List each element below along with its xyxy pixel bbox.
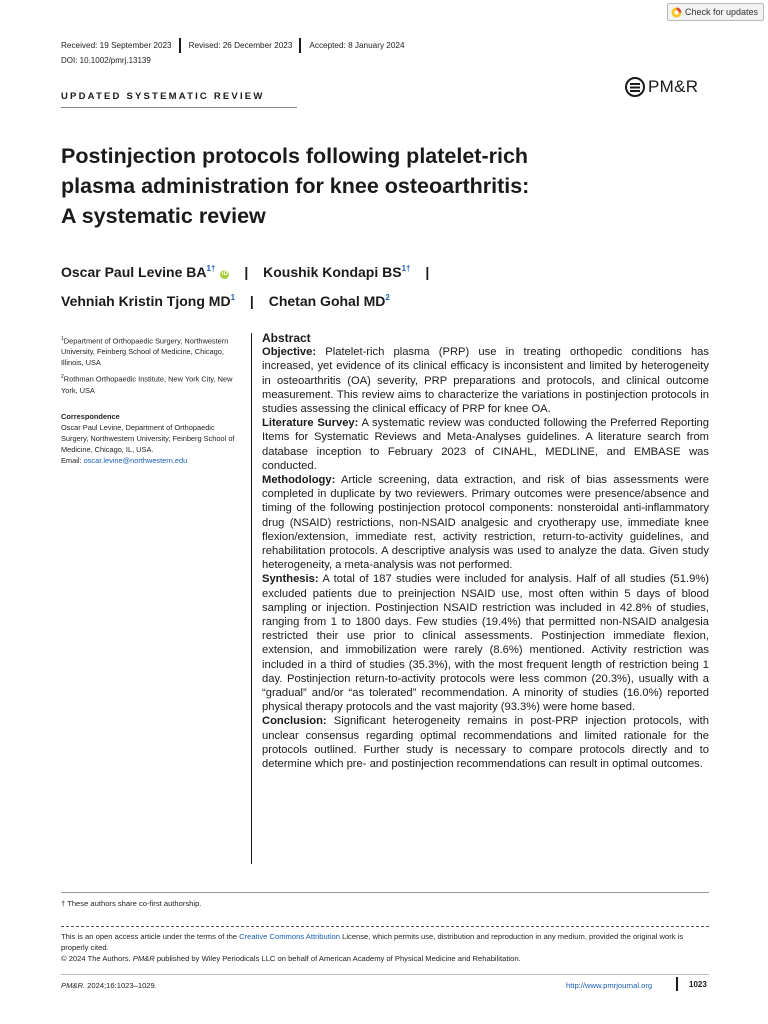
check-for-updates-label: Check for updates <box>684 7 758 17</box>
page-number: 1023 <box>689 980 707 989</box>
footer-rule <box>61 974 709 975</box>
footnote-rule <box>61 892 709 893</box>
author-name: Oscar Paul Levine BA <box>61 264 207 280</box>
correspondence <box>61 411 241 466</box>
category-rule <box>61 107 297 108</box>
page-number-divider <box>676 977 678 991</box>
orcid-icon[interactable]: iD <box>221 271 228 277</box>
author-name: Koushik Kondapi BS <box>263 264 402 280</box>
affiliation-item: $^1$Department of Orthopaedic Surgery, Northwestern University, Feinberg School of Medicine, Chicago, Illinois, USA <box>61 336 229 368</box>
article-category: UPDATED SYSTEMATIC REVIEW <box>61 91 265 102</box>
received-date: Received: 19 September 2023 <box>61 41 172 50</box>
author-affiliation-mark: 2 <box>385 293 390 302</box>
title-line: A systematic review <box>61 204 266 228</box>
copyright-line: © 2024 The Authors. PM&R published by Wiley Periodicals LLC on behalf of American Academy of Physical Medicine and Rehabilitation. <box>61 954 521 963</box>
check-for-updates-button[interactable] <box>667 3 764 21</box>
correspondence-heading: Correspondence <box>61 412 120 421</box>
abstract-section-literature-survey: Literature Survey: A systematic review was conducted following the Preferred Reporting Items for Systematic Reviews and Meta-Analyses guidelines. A literature search from database inception to February 2023 of CINAHL, MEDLINE, and EMBASE was conducted. <box>262 417 710 472</box>
crossmark-icon <box>671 7 682 18</box>
email-label: Email: <box>61 456 82 465</box>
abstract-section-conclusion: Conclusion: Significant heterogeneity remains in post-PRP injection protocols, with unclear consensus regarding optimal recommendations and limited rationale for the protocols outlined. Further study is necessary to compare protocols directly and to determine which pre- and postinjection recommendations can result in optimal outcomes. <box>262 715 709 771</box>
publication-dates <box>61 38 412 53</box>
correspondence-email-link[interactable]: oscar.levine@northwestern.edu <box>83 456 188 465</box>
accepted-date: Accepted: 8 January 2024 <box>309 41 405 50</box>
abstract-section-objective: Objective: Platelet-rich plasma (PRP) use in treating orthopedic conditions has increased, yet evidence of its clinical efficacy is inconsistent and limited by heterogeneity in osteoarthritis (OA) severity, PRP preparations and protocols, and clinical outcome measurement. This review aims to characterize the variations in postinjection protocols in studies assessing the clinical efficacy of PRP for knee OA. <box>262 346 709 416</box>
journal-url-link[interactable]: http://www.pmrjournal.org <box>566 981 653 990</box>
journal-logo <box>625 77 698 97</box>
abstract <box>262 331 709 771</box>
doi: DOI: 10.1002/pmrj.13139 <box>61 56 151 65</box>
author-name: Chetan Gohal MD <box>268 293 386 309</box>
abstract-section-synthesis: Synthesis: A total of 187 studies were included for analysis. Half of all studies (51.9%) excluded patients due to preinjection NSAID use, most often within 5 days of blood sampling or injection. Postinjection NSAID restriction was included in 42.8% of studies, ranging from 1 to 1800 days. Few studies (19.4%) that permitted non-NSAID analgesia restricted their use prior to clinical assessments. Postinjection immediate flexion, extension, and immobilization were rarely (8.6%) mentioned. Activity restriction was included in a third of studies (35.3%), with the most frequent length of restriction being 1 day. Postinjection return-to-activity protocols were less common (20.3%), usually with a “gradual” and/or “as tolerated” recommendation. A minority of studies (16.0%) reported physical therapy protocols and the vast majority (93.3%) were home based. <box>262 573 709 714</box>
abstract-section-methodology: Methodology: Article screening, data extraction, and risk of bias assessments were completed in duplicate by two reviewers. Primary outcomes were presence/absence and timing of the following postinjection protocol components: nonsteroidal anti-inflammatory drug (NSAID) restrictions, non-NSAID analgesic and cryotherapy use, immediate knee flexion/extension, immediate rest, activity restriction, return-to-activity guidelines, and rehabilitation protocols. A descriptive analysis was used to analyze the data. Given study heterogeneity, a meta-analysis was not performed. <box>262 474 709 572</box>
author-affiliation-mark: 1† <box>401 264 411 273</box>
creative-commons-link[interactable]: Creative Commons Attribution <box>239 932 340 941</box>
author-separator: | <box>244 264 249 280</box>
author-name: Vehniah Kristin Tjong MD <box>61 293 231 309</box>
author-separator: | <box>425 264 430 280</box>
title-line: plasma administration for knee osteoarthritis: <box>61 174 530 198</box>
correspondence-address: Oscar Paul Levine, Department of Orthopaedic Surgery, Northwestern University, Feinberg School of Medicine, Chicago, IL, USA. <box>61 423 235 454</box>
affiliation-item: $^2$Rothman Orthopaedic Institute, New York City, New York, USA <box>61 374 233 395</box>
abstract-rule <box>251 333 252 864</box>
license-notice: This is an open access article under the terms of the Creative Commons Attribution License, which permits use, distribution and reproduction in any medium, provided the original work is properly cited. © 2024 The Authors. PM&R published by Wiley Periodicals LLC on behalf of American Academy of Physical Medicine and Rehabilitation. <box>61 931 709 964</box>
author-separator: | <box>249 293 254 309</box>
date-divider <box>179 38 181 53</box>
author-affiliation-mark: 1 <box>230 293 236 302</box>
journal-logo-text: PM&R <box>648 77 699 96</box>
title-line: Postinjection protocols following platelet-rich <box>61 144 529 168</box>
journal-citation: PM&R. 2024;16:1023–1029. <box>61 981 157 990</box>
journal-logo-icon <box>625 77 645 97</box>
co-first-author-footnote: † These authors share co-first authorship. <box>61 899 202 908</box>
affiliations <box>61 334 241 400</box>
article-title <box>61 141 601 231</box>
license-divider <box>61 926 709 927</box>
author-list <box>61 256 701 314</box>
author-affiliation-mark: 1† <box>206 264 216 273</box>
abstract-heading: Abstract <box>262 331 311 345</box>
revised-date: Revised: 26 December 2023 <box>188 41 293 50</box>
date-divider <box>299 38 301 53</box>
